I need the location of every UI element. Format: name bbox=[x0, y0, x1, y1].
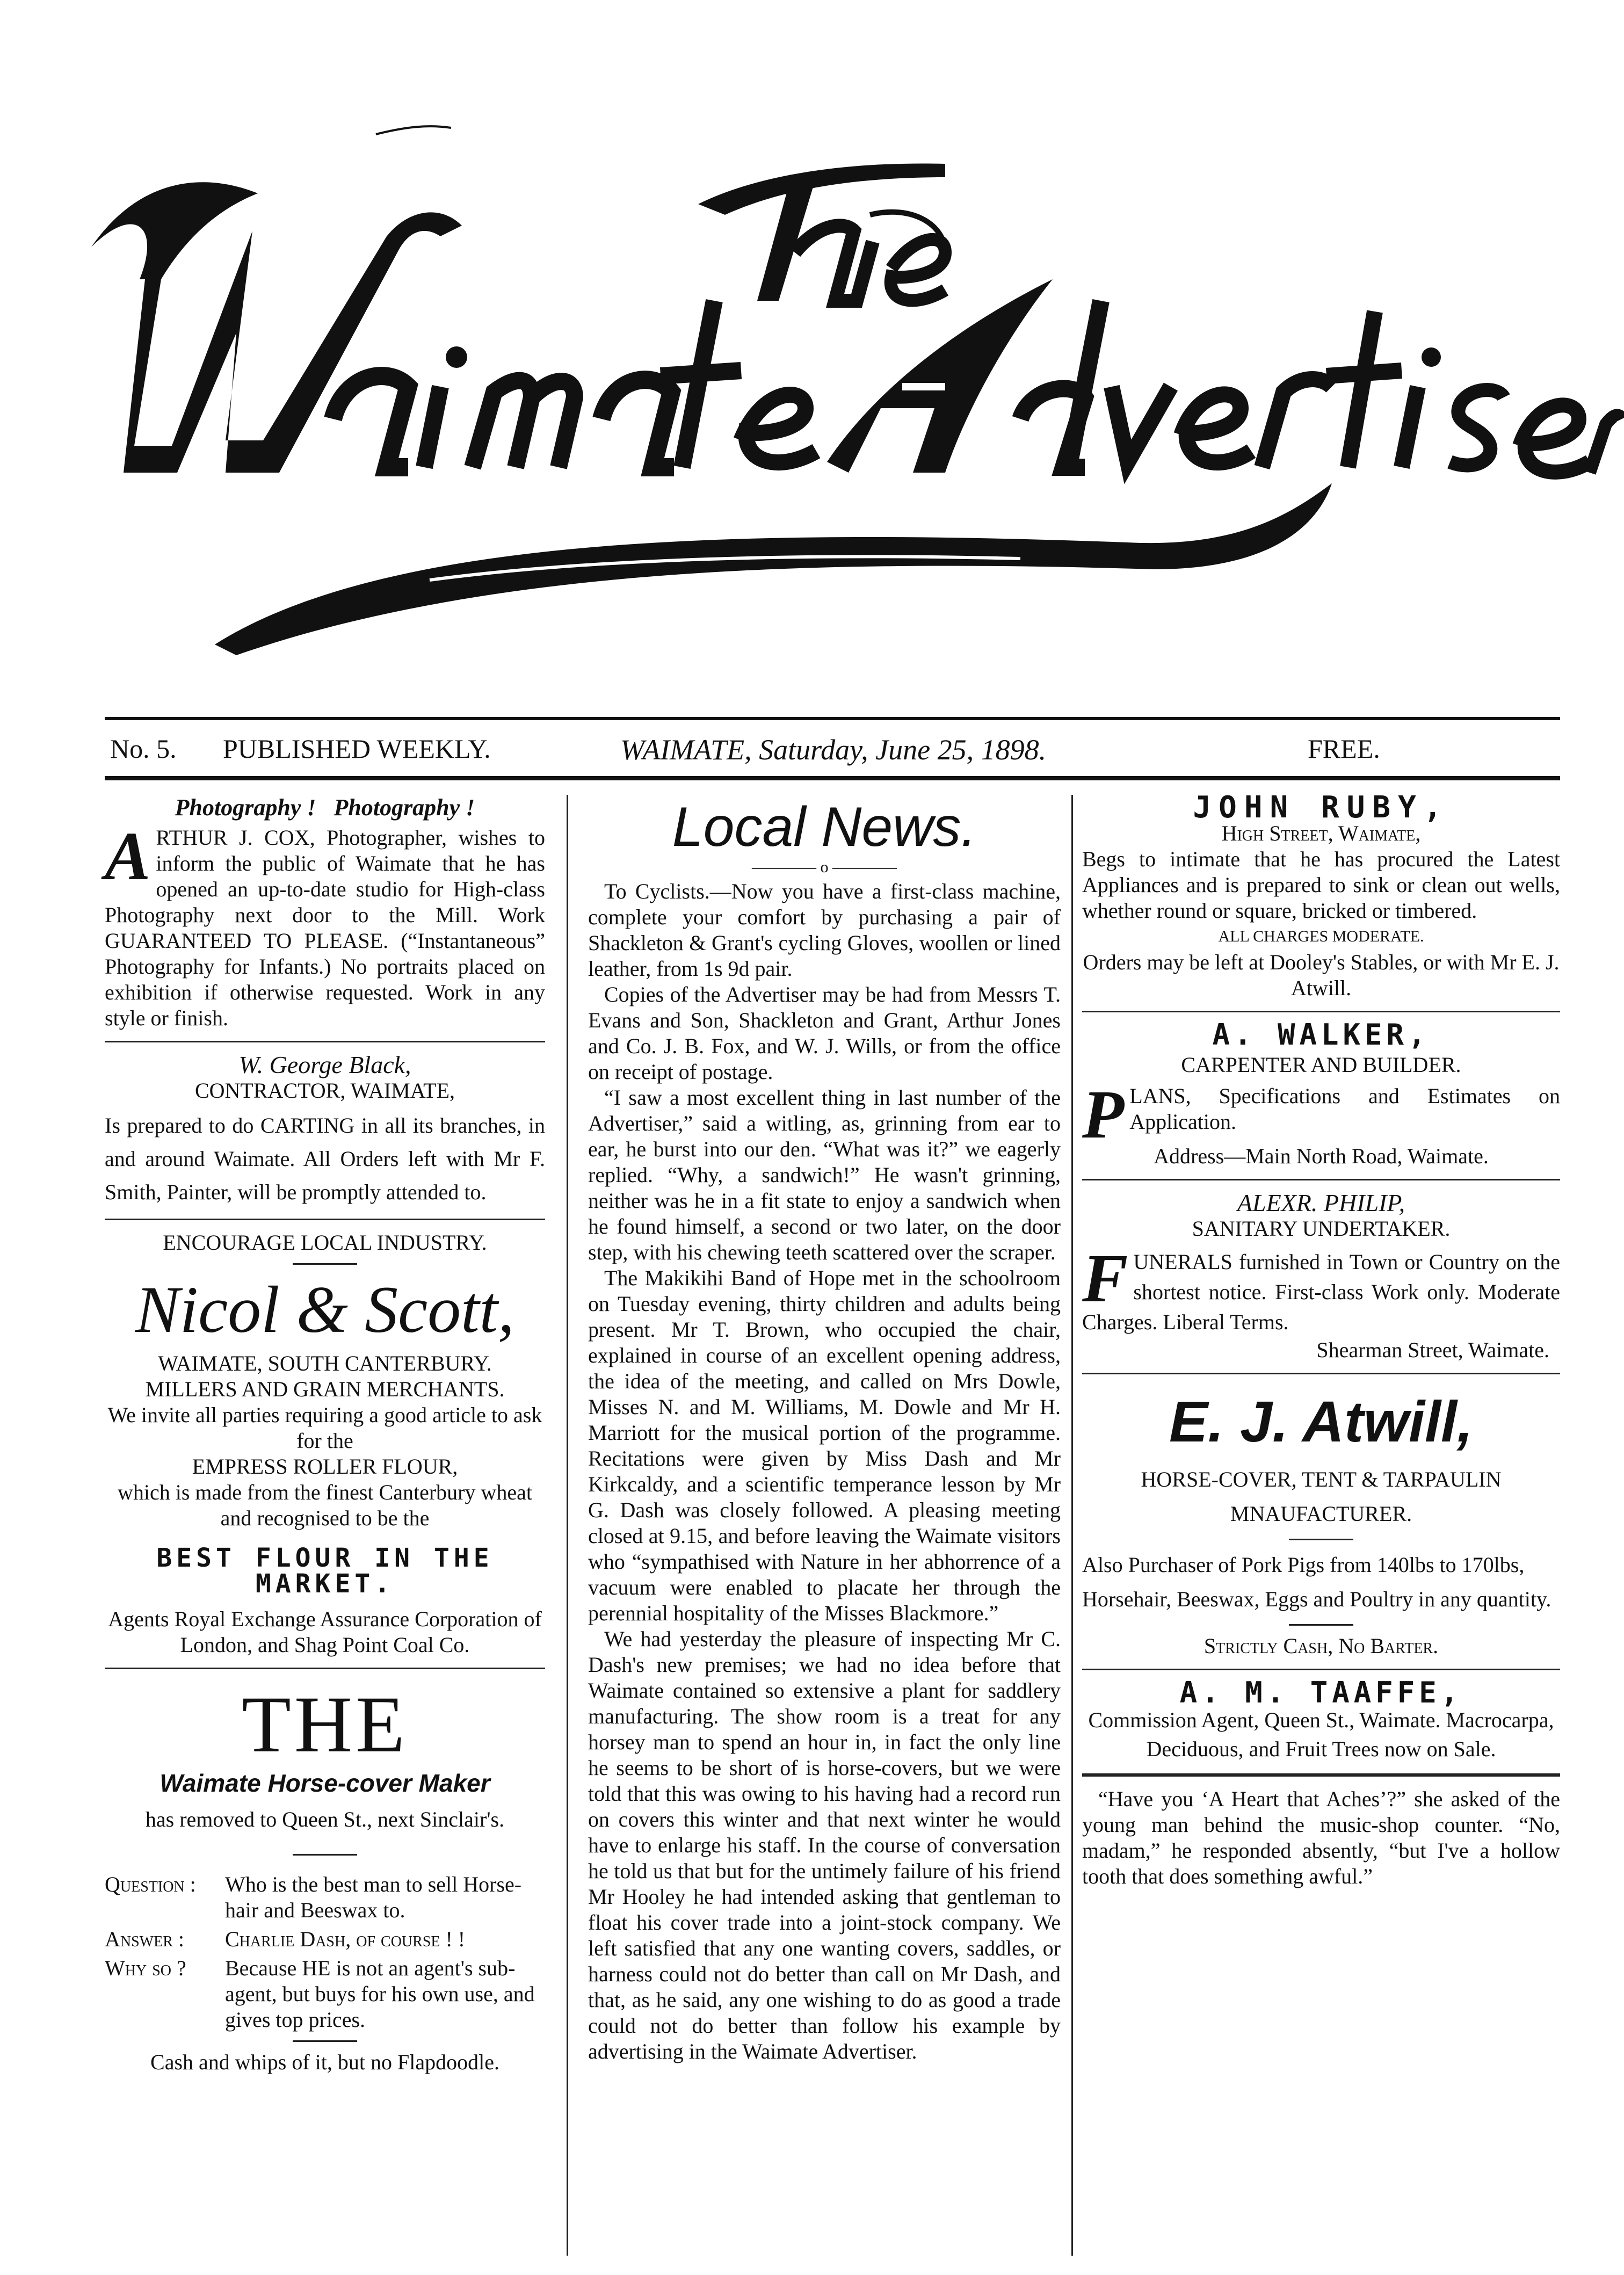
removed-notice: has removed to Queen St., next Sinclair's. bbox=[145, 1807, 505, 1831]
masthead bbox=[0, 0, 1624, 698]
divider bbox=[1082, 1373, 1560, 1374]
divider bbox=[1082, 1669, 1560, 1670]
divider bbox=[105, 1219, 545, 1220]
atwill-trade: HORSE-COVER, TENT & TARPAULIN MNAUFACTURER. bbox=[1141, 1467, 1502, 1526]
atwill-terms: Strictly Cash, No Barter. bbox=[1204, 1634, 1439, 1658]
column-3 bbox=[1082, 790, 1560, 1889]
drop-cap-a: A bbox=[105, 818, 151, 894]
answer-label: Answer : bbox=[105, 1927, 184, 1951]
divider bbox=[1082, 1011, 1560, 1012]
encourage-industry: ENCOURAGE LOCAL INDUSTRY. bbox=[163, 1230, 487, 1255]
nicol-flour: EMPRESS ROLLER FLOUR, bbox=[192, 1454, 458, 1479]
why-row bbox=[105, 1955, 545, 2033]
nicol-agents: Agents Royal Exchange Assurance Corporation of London, and Shag Point Coal Co. bbox=[108, 1607, 542, 1657]
drop-cap-p: P bbox=[1082, 1076, 1125, 1153]
heading-divider: ———— o ———— bbox=[752, 858, 897, 876]
walker-address: Address—Main North Road, Waimate. bbox=[1154, 1144, 1489, 1168]
short-divider bbox=[293, 1854, 357, 1856]
answer-text: Charlie Dash, of course ! ! bbox=[225, 1927, 466, 1951]
divider bbox=[1082, 1179, 1560, 1180]
atwill-name: E. J. Atwill, bbox=[1169, 1389, 1474, 1454]
local-news-heading: Local News. bbox=[672, 796, 977, 858]
column-1 bbox=[105, 795, 545, 2075]
cash-line: Cash and whips of it, but no Flapdoodle. bbox=[150, 2050, 499, 2074]
masthead-title-text bbox=[0, 0, 1, 1]
nicol-place: WAIMATE, SOUTH CANTERBURY. bbox=[158, 1351, 492, 1375]
ruby-body: Begs to intimate that he has procured the Latest Appliances and is prepared to sink or clean out wells, whether round or square, bricked or timbered. bbox=[1082, 847, 1560, 923]
divider bbox=[105, 1041, 545, 1042]
black-body: Is prepared to do CARTING in all its branches, in and around Waimate. All Orders left with Mr F. Smith, Painter, will be promptly attended to. bbox=[105, 1113, 545, 1204]
dateline bbox=[105, 733, 1560, 776]
column-divider-2 bbox=[1071, 795, 1073, 2256]
the-big-heading: THE bbox=[242, 1680, 408, 1769]
issue-number: No. 5. bbox=[110, 734, 177, 764]
column-divider-1 bbox=[567, 795, 568, 2256]
nicol-best-flour: BEST FLOUR IN THE MARKET. bbox=[156, 1543, 494, 1599]
short-divider bbox=[293, 1263, 357, 1265]
nicol-scott-name: Nicol & Scott, bbox=[135, 1273, 515, 1346]
question-row bbox=[105, 1872, 545, 1923]
ruby-name: JOHN RUBY, bbox=[1193, 790, 1449, 825]
philip-ad bbox=[1082, 1240, 1560, 1337]
taaffe-body: Commission Agent, Queen St., Waimate. Macrocarpa, Deciduous, and Fruit Trees now on Sale. bbox=[1088, 1708, 1554, 1761]
walker-body: LANS, Specifications and Estimates on Application. bbox=[1129, 1084, 1560, 1134]
black-name: W. George Black, bbox=[238, 1051, 411, 1078]
masthead-logo bbox=[0, 0, 1624, 698]
photography-heading: Photography ! Photography ! bbox=[175, 794, 475, 821]
answer-row bbox=[105, 1926, 545, 1952]
divider bbox=[105, 1668, 545, 1669]
ruby-orders: Orders may be left at Dooley's Stables, or with Mr E. J. Atwill. bbox=[1083, 950, 1560, 1000]
music-shop-joke: “Have you ‘A Heart that Aches’?” she asked of the young man behind the music-shop counter. “No, madam,” he responded absently, “but I've a hollow tooth that does something awful.” bbox=[1082, 1787, 1560, 1888]
top-rule bbox=[105, 717, 1560, 720]
taaffe-name: A. M. TAAFFE, bbox=[1179, 1676, 1463, 1709]
philip-name: ALEXR. PHILIP, bbox=[1237, 1189, 1405, 1216]
why-text: Because HE is not an agent's sub-agent, but buys for his own use, and gives top prices. bbox=[225, 1956, 535, 2032]
news-dash-premises: We had yesterday the pleasure of inspecting Mr C. Dash's new premises; we had no idea before that Waimate contained so extensive a plant for saddlery manufacturing. The show room is a treat for any horsey man to spend an hour in, in fact the only line he seems to be short of is horse-covers, but we were told that this was owing to his having had a record run on covers this winter and that next winter he would have to enlarge his staff. In the course of conversation he told us that but for the untimely failure of his friend Mr Hooley he had intended asking that gentleman to float his cover trade into a joint-stock company. We left satisfied that any one wanting covers, saddles, or harness could not do better than call on Mr Dash, and that, as he said, any one wishing to do as good a trade could not do better than follow his example by advertising in the Waimate Advertiser. bbox=[588, 1627, 1061, 2063]
nicol-made: which is made from the finest Canterbury wheat and recognised to be the bbox=[118, 1480, 532, 1530]
dateline-rule bbox=[105, 776, 1560, 780]
divider bbox=[1082, 1773, 1560, 1777]
short-divider bbox=[1289, 1624, 1353, 1626]
question-label: Question : bbox=[105, 1872, 196, 1896]
short-divider bbox=[1289, 1539, 1353, 1540]
horse-cover-maker: Waimate Horse-cover Maker bbox=[160, 1769, 490, 1797]
atwill-body: Also Purchaser of Pork Pigs from 140lbs to 170lbs, Horsehair, Beeswax, Eggs and Poultry in any quantity. bbox=[1082, 1553, 1552, 1611]
news-cyclists: To Cyclists.—Now you have a first-class machine, complete your comfort by purchasing a pair of Shackleton & Grant's cycling Gloves, woollen or lined leather, from 1s 9d pair. bbox=[588, 879, 1061, 981]
philip-street: Shearman Street, Waimate. bbox=[1316, 1338, 1549, 1362]
nicol-trade: MILLERS AND GRAIN MERCHANTS. bbox=[145, 1377, 505, 1401]
column-2 bbox=[588, 795, 1061, 2064]
divider-mark: o bbox=[820, 858, 829, 876]
black-title: CONTRACTOR, WAIMATE, bbox=[194, 1078, 455, 1103]
why-label: Why so ? bbox=[105, 1956, 186, 1980]
drop-cap-f: F bbox=[1082, 1240, 1128, 1316]
philip-body: UNERALS furnished in Town or Country on the shortest notice. First-class Work only. Moderate Charges. Liberal Terms. bbox=[1082, 1250, 1560, 1334]
short-divider bbox=[293, 2040, 357, 2042]
price: FREE. bbox=[1308, 734, 1380, 764]
news-sandwich: “I saw a most excellent thing in last number of the Advertiser,” said a witling, as, grinning from ear to ear, he burst into our den. “What was it?” we eagerly replied. “Why, a sandwich!” He wasn't grinning, neither was he in a fit state to enjoy a sandwich when he found himself, a second or two later, on the door step, with his chewing teeth scattered over the scraper. bbox=[588, 1085, 1061, 1264]
nicol-invite: We invite all parties requiring a good article to ask for the bbox=[107, 1403, 542, 1453]
photography-ad bbox=[105, 818, 545, 1031]
walker-trade: CARPENTER AND BUILDER. bbox=[1181, 1053, 1461, 1077]
place-and-date: WAIMATE, Saturday, June 25, 1898. bbox=[620, 734, 1047, 766]
photography-body: RTHUR J. COX, Photographer, wishes to inform the public of Waimate that he has opened an up-to-date studio for High-class Photography next door to the Mill. Work GUARANTEED TO PLEASE. (“Instantaneous” Photography for Infants.) No portraits placed on exhibition if otherwise requested. Work in any style or finish. bbox=[105, 825, 545, 1030]
news-copies: Copies of the Advertiser may be had from Messrs T. Evans and Son, Shackleton and Grant, Arthur Jones and Co. J. B. Fox, and W. J. Wills, or from the office on receipt of postage. bbox=[588, 982, 1061, 1084]
publication-frequency: PUBLISHED WEEKLY. bbox=[223, 734, 491, 764]
ruby-charges: ALL CHARGES MODERATE. bbox=[1218, 928, 1424, 945]
news-band-of-hope: The Makikihi Band of Hope met in the schoolroom on Tuesday evening, thirty children and adults being present. Mr T. Brown, who occupied the chair, explained in course of an excellent opening address, the idea of the meeting, and called on Mrs Dowle, Misses N. and M. Williams, M. Dowle and Mr H. Marriott for the musical portion of the programme. Recitations were given by Miss Dash and Mr Kirkcaldy, and a scientific temperance lesson by Mr G. Dash was closely followed. A pleasing meeting closed at 9.15, and before leaving the Waimate visitors who “sympathised with Nature in her abhorrence of a vacuum were enabled to placate her through the perennial hospitality of the Misses Blackmore.” bbox=[588, 1266, 1061, 1625]
philip-trade: SANITARY UNDERTAKER. bbox=[1192, 1216, 1451, 1241]
walker-ad bbox=[1082, 1076, 1560, 1153]
walker-name: A. WALKER, bbox=[1212, 1018, 1430, 1052]
ruby-address: High Street, Waimate, bbox=[1221, 821, 1421, 845]
question-text: Who is the best man to sell Horse-hair and Beeswax to. bbox=[225, 1872, 522, 1922]
